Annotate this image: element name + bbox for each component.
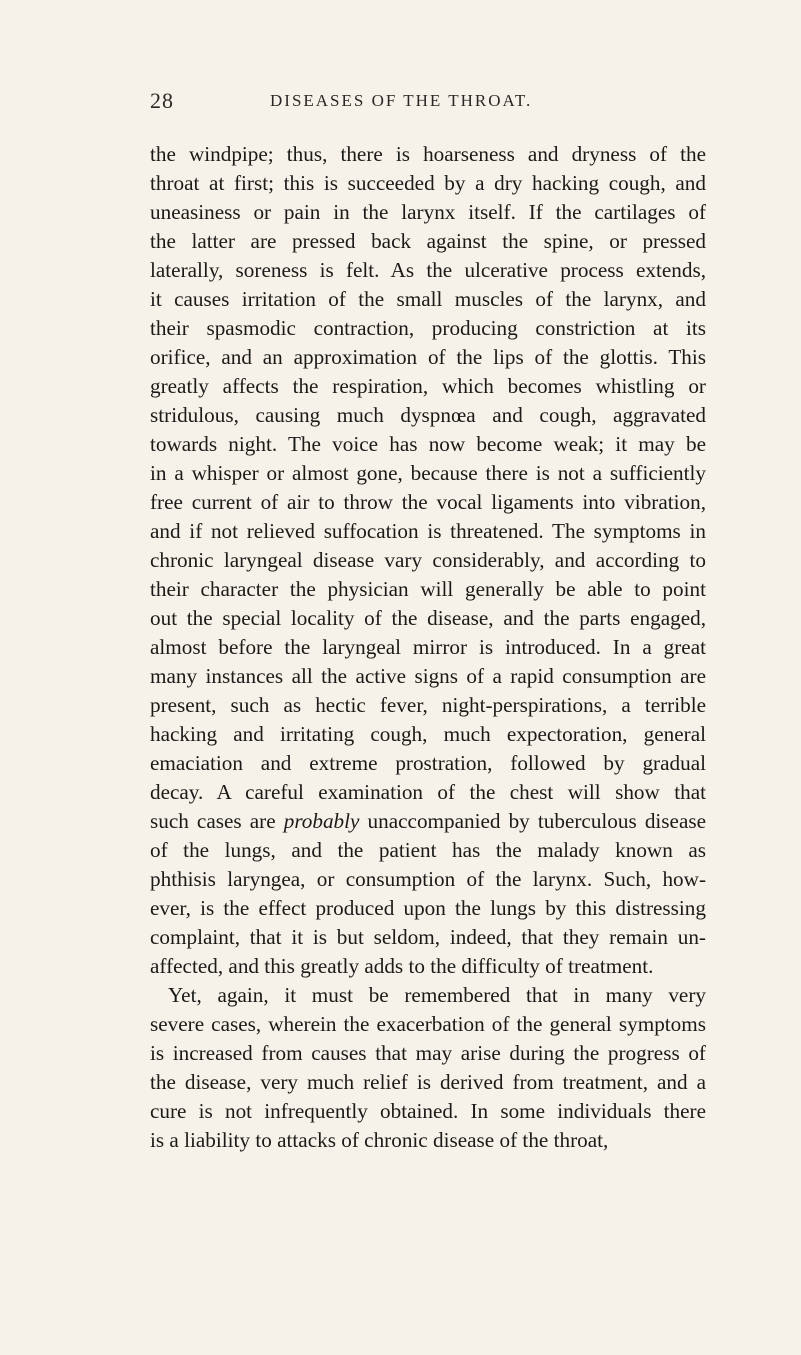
- text-line: is a liability to attacks of chronic disease of the throat,: [150, 1128, 609, 1152]
- page-number: 28: [150, 88, 174, 113]
- text-line: [150, 807, 706, 836]
- text-line: free current of air to throw the vocal ligaments into vibration,: [150, 490, 706, 514]
- text-line: their spasmodic contraction, producing constriction at its: [150, 316, 706, 340]
- text-line: the windpipe; thus, there is hoarseness and dryness of the: [150, 142, 706, 166]
- text-line: is increased from causes that may arise during the progress of: [150, 1041, 706, 1065]
- text-line: greatly affects the respiration, which becomes whistling or: [150, 374, 706, 398]
- text-line: and if not relieved suffocation is threatened. The symptoms in: [150, 519, 706, 543]
- text-line: laterally, soreness is felt. As the ulcerative process extends,: [150, 258, 706, 282]
- running-head: DISEASES OF THE THROAT.: [270, 91, 533, 110]
- emphasized-word: probably: [283, 809, 360, 833]
- text-line: emaciation and extreme prostration, followed by gradual: [150, 751, 706, 775]
- text-line: towards night. The voice has now become weak; it may be: [150, 432, 706, 456]
- text-line: present, such as hectic fever, night-perspirations, a terrible: [150, 693, 706, 717]
- text-line: chronic laryngeal disease vary considerably, and according to: [150, 548, 706, 572]
- text-fragment: unaccompanied by tuberculous disease: [359, 809, 706, 833]
- text-line: uneasiness or pain in the larynx itself. If the cartilages of: [150, 200, 706, 224]
- text-line: of the lungs, and the patient has the malady known as: [150, 838, 706, 862]
- text-line: Yet, again, it must be remembered that in many very: [168, 983, 706, 1007]
- text-line: orifice, and an approximation of the lips of the glottis. This: [150, 345, 706, 369]
- text-line: cure is not infrequently obtained. In some individuals there: [150, 1099, 706, 1123]
- text-line: many instances all the active signs of a rapid consumption are: [150, 664, 706, 688]
- text-line: the latter are pressed back against the spine, or pressed: [150, 229, 706, 253]
- page-header: [150, 88, 710, 118]
- text-line: out the special locality of the disease, and the parts engaged,: [150, 606, 706, 630]
- text-line: in a whisper or almost gone, because there is not a sufficiently: [150, 461, 706, 485]
- text-line: throat at first; this is succeeded by a dry hacking cough, and: [150, 171, 706, 195]
- body-text: [150, 140, 706, 1155]
- text-line: hacking and irritating cough, much expectoration, general: [150, 722, 706, 746]
- text-line: stridulous, causing much dyspnœa and cough, aggravated: [150, 403, 706, 427]
- text-fragment: such cases are: [150, 809, 284, 833]
- text-line: complaint, that it is but seldom, indeed, that they remain un-: [150, 925, 706, 949]
- text-line: almost before the laryngeal mirror is introduced. In a great: [150, 635, 706, 659]
- text-line: decay. A careful examination of the chest will show that: [150, 780, 706, 804]
- text-line: affected, and this greatly adds to the difficulty of treatment.: [150, 954, 654, 978]
- text-line: phthisis laryngea, or consumption of the larynx. Such, how-: [150, 867, 706, 891]
- text-line: severe cases, wherein the exacerbation of the general symptoms: [150, 1012, 706, 1036]
- text-line: ever, is the effect produced upon the lungs by this distressing: [150, 896, 706, 920]
- text-line: it causes irritation of the small muscles of the larynx, and: [150, 287, 706, 311]
- text-line: their character the physician will generally be able to point: [150, 577, 706, 601]
- text-line: the disease, very much relief is derived from treatment, and a: [150, 1070, 706, 1094]
